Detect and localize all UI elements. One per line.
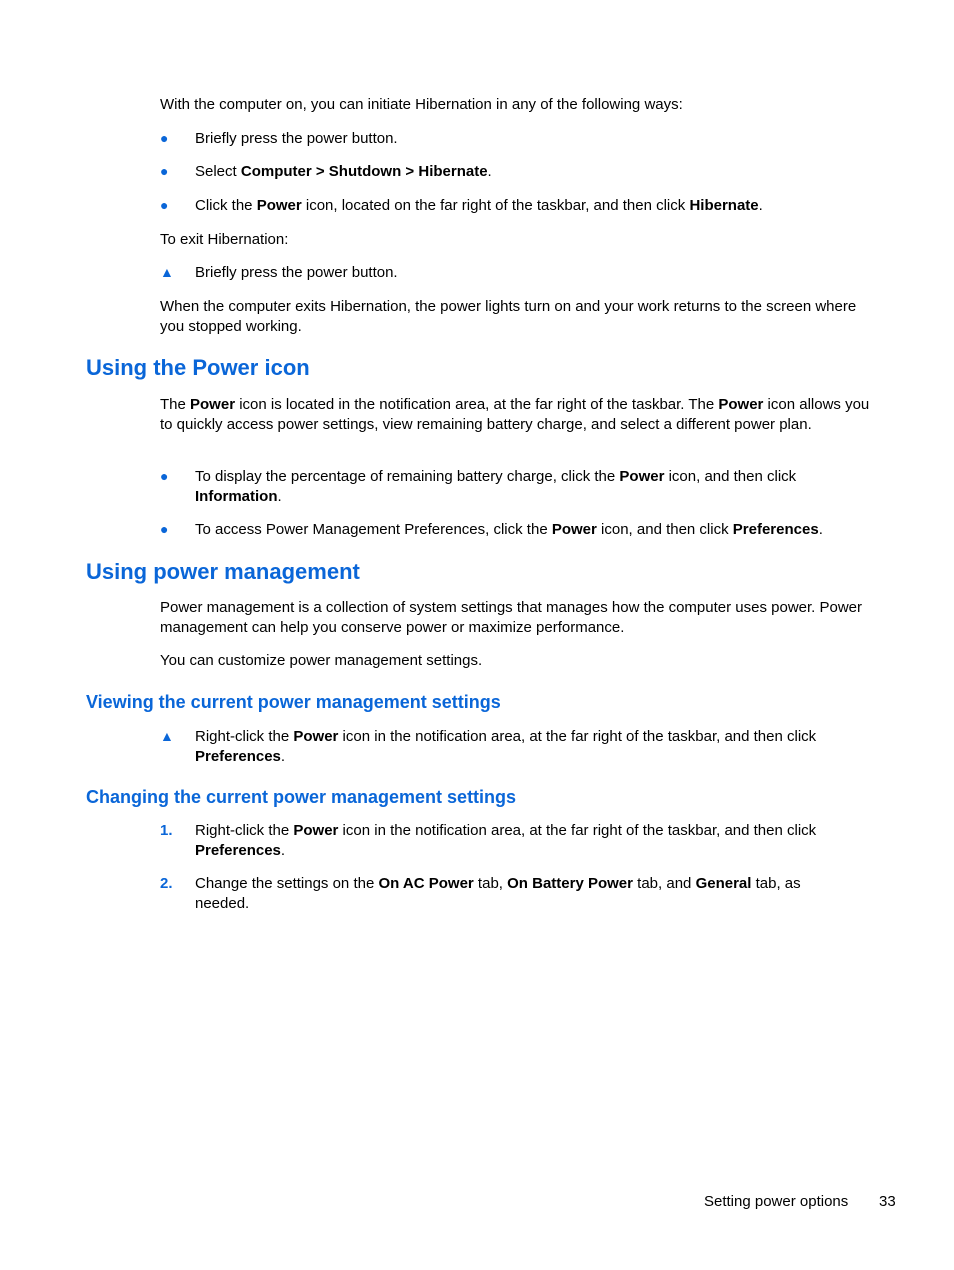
- bullet-icon: ●: [160, 521, 169, 537]
- footer-section-title: Setting power options: [704, 1193, 849, 1210]
- section-paragraph: You can customize power management settings.: [160, 652, 483, 669]
- intro-paragraph: To exit Hibernation:: [160, 231, 289, 248]
- triangle-icon: ▲: [160, 728, 174, 744]
- step-text: Right-click the Power icon in the notification area, at the far right of the taskbar, and then click Preferences.: [195, 822, 817, 859]
- bullet-icon: ●: [160, 130, 169, 146]
- subsection-heading: Changing the current power management settings: [86, 787, 517, 807]
- list-item-text: Click the Power icon, located on the far right of the taskbar, and then click Hibernate.: [195, 197, 763, 214]
- list-item-text: Briefly press the power button.: [195, 130, 398, 147]
- list-item-text: To access Power Management Preferences, click the Power icon, and then click Preferences.: [195, 521, 823, 538]
- step-text: Change the settings on the On AC Power tab, On Battery Power tab, and General tab, as needed.: [195, 875, 801, 912]
- list-item-text: To display the percentage of remaining battery charge, click the Power icon, and then click Information.: [195, 468, 797, 505]
- triangle-icon: ▲: [160, 264, 174, 280]
- step-number: 1.: [160, 822, 173, 839]
- step-text: Right-click the Power icon in the notification area, at the far right of the taskbar, and then click Preferences.: [195, 728, 817, 765]
- section-paragraph: Power management is a collection of system settings that manages how the computer uses power. Power management can help you conserve power or maximize performance.: [160, 599, 863, 636]
- bullet-icon: ●: [160, 197, 169, 213]
- section-paragraph: The Power icon is located in the notification area, at the far right of the taskbar. The Power icon allows you to quickly access power settings, view remaining battery charge, and select a different power plan.: [160, 396, 870, 433]
- intro-paragraph: When the computer exits Hibernation, the power lights turn on and your work returns to the screen where you stopped working.: [160, 298, 857, 335]
- section-heading: Using power management: [86, 559, 360, 584]
- intro-paragraph: With the computer on, you can initiate Hibernation in any of the following ways:: [160, 96, 683, 113]
- list-item-text: Select Computer > Shutdown > Hibernate.: [195, 163, 492, 180]
- section-heading: Using the Power icon: [86, 355, 310, 380]
- subsection-heading: Viewing the current power management settings: [86, 692, 501, 712]
- step-text: Briefly press the power button.: [195, 264, 398, 281]
- step-number: 2.: [160, 875, 173, 892]
- page-number: 33: [879, 1193, 896, 1210]
- bullet-icon: ●: [160, 163, 169, 179]
- bullet-icon: ●: [160, 468, 169, 484]
